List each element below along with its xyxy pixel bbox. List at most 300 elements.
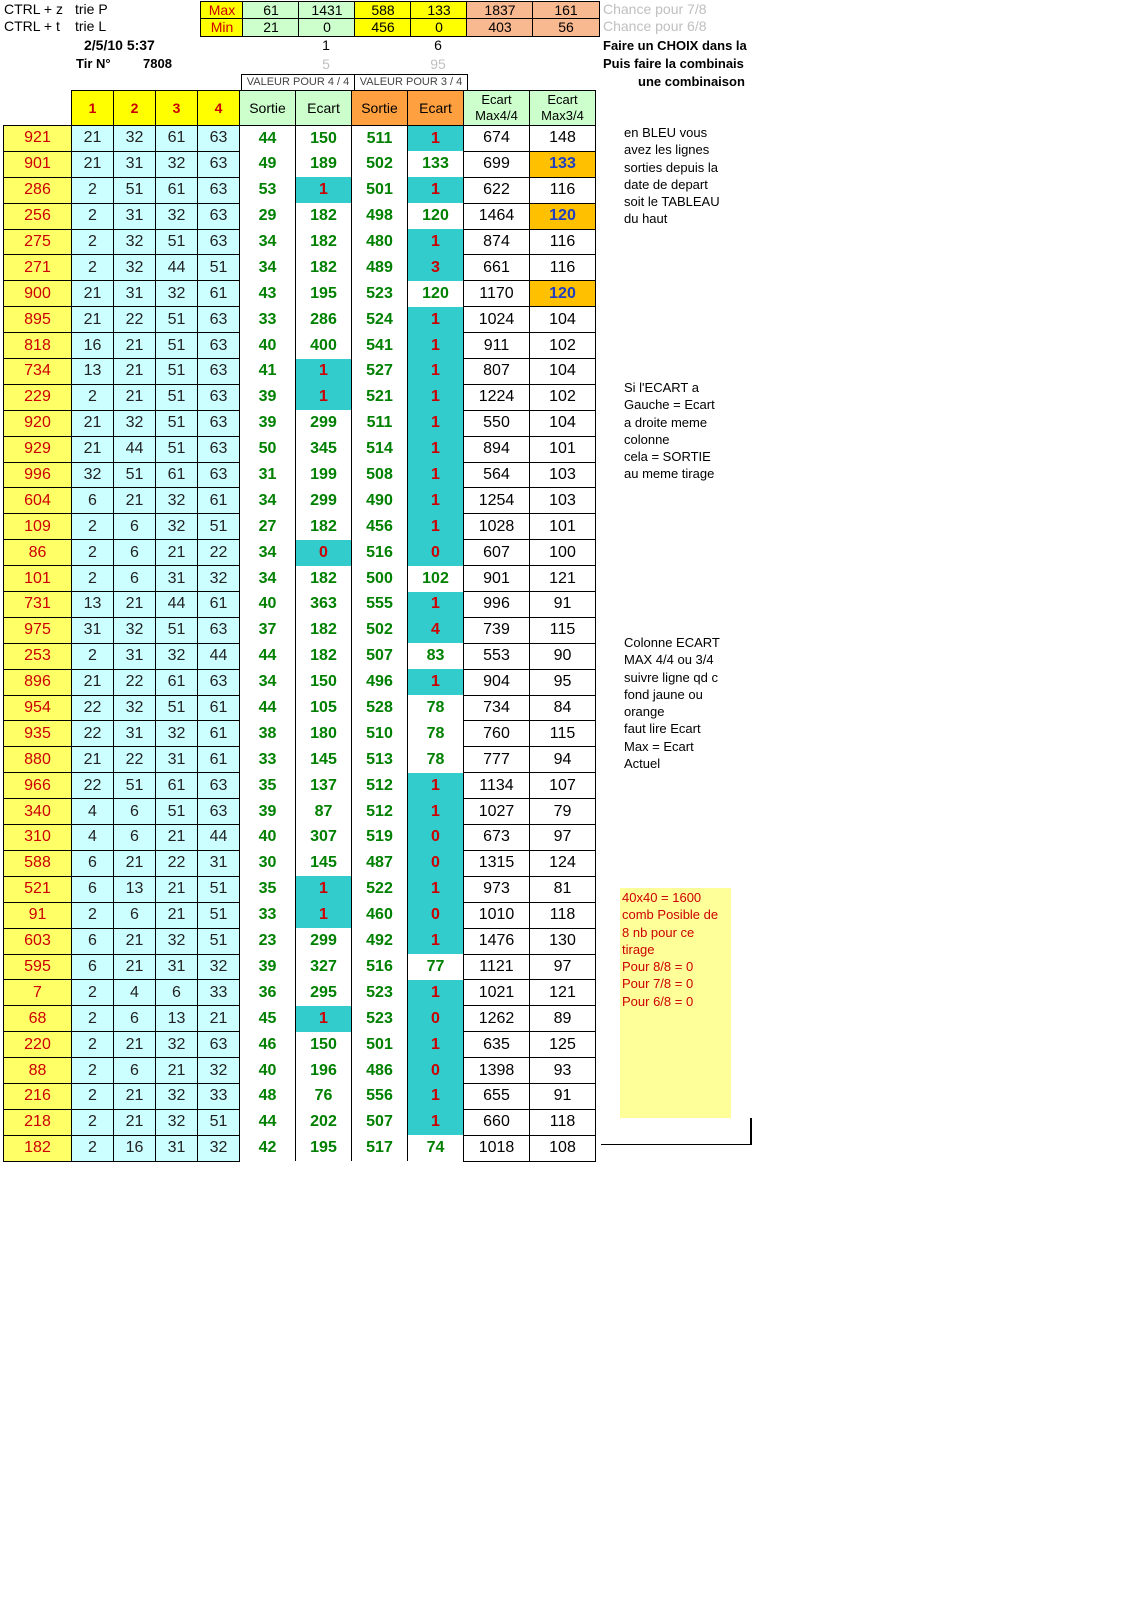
row-ecart-3-4[interactable]: 1	[408, 384, 464, 410]
row-sortie-3-4[interactable]: 514	[352, 436, 408, 462]
row-sortie-3-4[interactable]: 507	[352, 643, 408, 669]
row-ecart-4-4[interactable]: 150	[296, 126, 352, 152]
row-number-3[interactable]: 51	[156, 436, 198, 462]
row-ecart-4-4[interactable]: 202	[296, 1109, 352, 1135]
table-row[interactable]	[4, 876, 596, 902]
row-sortie-3-4[interactable]: 516	[352, 954, 408, 980]
row-ecart-max-4-4[interactable]: 911	[464, 333, 530, 359]
row-number-1[interactable]: 6	[72, 928, 114, 954]
row-ecart-4-4[interactable]: 1	[296, 359, 352, 385]
row-number-2[interactable]: 6	[114, 514, 156, 540]
row-ecart-max-4-4[interactable]: 1170	[464, 281, 530, 307]
row-ecart-max-4-4[interactable]: 807	[464, 359, 530, 385]
row-ecart-4-4[interactable]: 196	[296, 1058, 352, 1084]
row-number-1[interactable]: 2	[72, 1083, 114, 1109]
row-sortie-3-4[interactable]: 496	[352, 669, 408, 695]
row-number-1[interactable]: 32	[72, 462, 114, 488]
row-ecart-4-4[interactable]: 299	[296, 410, 352, 436]
table-row[interactable]	[4, 617, 596, 643]
row-number-4[interactable]: 63	[198, 307, 240, 333]
row-id[interactable]: 895	[4, 307, 72, 333]
row-id[interactable]: 935	[4, 721, 72, 747]
row-ecart-max-3-4[interactable]: 91	[530, 1083, 596, 1109]
row-number-1[interactable]: 2	[72, 177, 114, 203]
table-row[interactable]	[4, 359, 596, 385]
row-sortie-3-4[interactable]: 555	[352, 592, 408, 618]
table-row[interactable]	[4, 1058, 596, 1084]
row-ecart-max-4-4[interactable]: 734	[464, 695, 530, 721]
row-number-2[interactable]: 44	[114, 436, 156, 462]
row-number-4[interactable]: 51	[198, 902, 240, 928]
row-sortie-4-4[interactable]: 39	[240, 410, 296, 436]
row-ecart-max-3-4[interactable]: 91	[530, 592, 596, 618]
row-number-2[interactable]: 13	[114, 876, 156, 902]
row-ecart-max-4-4[interactable]: 622	[464, 177, 530, 203]
row-number-3[interactable]: 51	[156, 799, 198, 825]
row-number-4[interactable]: 63	[198, 462, 240, 488]
row-number-3[interactable]: 51	[156, 333, 198, 359]
table-row[interactable]	[4, 1032, 596, 1058]
row-number-3[interactable]: 51	[156, 695, 198, 721]
row-number-2[interactable]: 21	[114, 954, 156, 980]
row-number-1[interactable]: 6	[72, 488, 114, 514]
row-ecart-max-3-4[interactable]: 116	[530, 255, 596, 281]
row-ecart-3-4[interactable]: 1	[408, 410, 464, 436]
row-ecart-max-3-4[interactable]: 102	[530, 384, 596, 410]
row-sortie-3-4[interactable]: 501	[352, 1032, 408, 1058]
row-sortie-4-4[interactable]: 39	[240, 384, 296, 410]
table-row[interactable]	[4, 384, 596, 410]
row-number-1[interactable]: 2	[72, 255, 114, 281]
row-number-4[interactable]: 63	[198, 177, 240, 203]
row-sortie-3-4[interactable]: 507	[352, 1109, 408, 1135]
row-sortie-4-4[interactable]: 44	[240, 1109, 296, 1135]
row-number-1[interactable]: 2	[72, 980, 114, 1006]
row-sortie-4-4[interactable]: 50	[240, 436, 296, 462]
table-row[interactable]	[4, 410, 596, 436]
row-number-3[interactable]: 31	[156, 954, 198, 980]
row-ecart-max-3-4[interactable]: 120	[530, 203, 596, 229]
row-id[interactable]: 271	[4, 255, 72, 281]
row-id[interactable]: 929	[4, 436, 72, 462]
row-ecart-max-3-4[interactable]: 118	[530, 902, 596, 928]
row-sortie-4-4[interactable]: 35	[240, 773, 296, 799]
row-number-3[interactable]: 44	[156, 592, 198, 618]
row-number-1[interactable]: 4	[72, 799, 114, 825]
header-sortie-4-4[interactable]: Sortie	[240, 91, 296, 126]
row-ecart-max-4-4[interactable]: 1398	[464, 1058, 530, 1084]
row-ecart-max-3-4[interactable]: 94	[530, 747, 596, 773]
row-ecart-4-4[interactable]: 182	[296, 566, 352, 592]
row-ecart-max-4-4[interactable]: 564	[464, 462, 530, 488]
table-row[interactable]	[4, 151, 596, 177]
row-id[interactable]: 588	[4, 850, 72, 876]
row-id[interactable]: 880	[4, 747, 72, 773]
row-number-2[interactable]: 21	[114, 592, 156, 618]
row-number-3[interactable]: 21	[156, 876, 198, 902]
row-sortie-3-4[interactable]: 523	[352, 1006, 408, 1032]
row-number-1[interactable]: 21	[72, 747, 114, 773]
row-ecart-3-4[interactable]: 133	[408, 151, 464, 177]
row-sortie-3-4[interactable]: 490	[352, 488, 408, 514]
row-number-1[interactable]: 22	[72, 773, 114, 799]
row-ecart-3-4[interactable]: 0	[408, 902, 464, 928]
row-ecart-max-3-4[interactable]: 89	[530, 1006, 596, 1032]
row-ecart-max-4-4[interactable]: 607	[464, 540, 530, 566]
row-number-4[interactable]: 63	[198, 126, 240, 152]
table-row[interactable]	[4, 1135, 596, 1161]
table-row[interactable]	[4, 902, 596, 928]
row-number-2[interactable]: 6	[114, 1006, 156, 1032]
row-ecart-3-4[interactable]: 102	[408, 566, 464, 592]
row-number-4[interactable]: 51	[198, 876, 240, 902]
row-ecart-3-4[interactable]: 78	[408, 721, 464, 747]
table-row[interactable]	[4, 954, 596, 980]
row-number-4[interactable]: 63	[198, 359, 240, 385]
row-number-4[interactable]: 32	[198, 566, 240, 592]
row-id[interactable]: 253	[4, 643, 72, 669]
table-row[interactable]	[4, 229, 596, 255]
row-sortie-3-4[interactable]: 500	[352, 566, 408, 592]
row-sortie-3-4[interactable]: 523	[352, 281, 408, 307]
row-ecart-4-4[interactable]: 299	[296, 928, 352, 954]
row-number-3[interactable]: 61	[156, 669, 198, 695]
row-sortie-3-4[interactable]: 516	[352, 540, 408, 566]
row-sortie-3-4[interactable]: 511	[352, 410, 408, 436]
row-ecart-3-4[interactable]: 1	[408, 229, 464, 255]
row-ecart-3-4[interactable]: 1	[408, 1032, 464, 1058]
row-sortie-4-4[interactable]: 40	[240, 1058, 296, 1084]
table-row[interactable]	[4, 255, 596, 281]
row-sortie-3-4[interactable]: 513	[352, 747, 408, 773]
row-sortie-4-4[interactable]: 34	[240, 566, 296, 592]
row-ecart-3-4[interactable]: 0	[408, 1006, 464, 1032]
row-sortie-3-4[interactable]: 510	[352, 721, 408, 747]
row-number-2[interactable]: 6	[114, 799, 156, 825]
table-row[interactable]	[4, 462, 596, 488]
row-ecart-max-4-4[interactable]: 760	[464, 721, 530, 747]
row-id[interactable]: 109	[4, 514, 72, 540]
table-row[interactable]	[4, 799, 596, 825]
row-ecart-3-4[interactable]: 1	[408, 876, 464, 902]
row-ecart-max-4-4[interactable]: 874	[464, 229, 530, 255]
row-number-1[interactable]: 13	[72, 359, 114, 385]
row-ecart-3-4[interactable]: 1	[408, 307, 464, 333]
table-row[interactable]	[4, 592, 596, 618]
row-sortie-4-4[interactable]: 31	[240, 462, 296, 488]
row-id[interactable]: 603	[4, 928, 72, 954]
row-number-4[interactable]: 51	[198, 1109, 240, 1135]
header-sortie-3-4[interactable]: Sortie	[352, 91, 408, 126]
row-ecart-4-4[interactable]: 76	[296, 1083, 352, 1109]
row-ecart-max-3-4[interactable]: 95	[530, 669, 596, 695]
header-ecart-4-4[interactable]: Ecart	[296, 91, 352, 126]
row-ecart-3-4[interactable]: 120	[408, 281, 464, 307]
row-number-4[interactable]: 63	[198, 203, 240, 229]
row-ecart-4-4[interactable]: 145	[296, 747, 352, 773]
row-number-4[interactable]: 22	[198, 540, 240, 566]
header-n4[interactable]: 4	[198, 91, 240, 126]
row-number-2[interactable]: 31	[114, 643, 156, 669]
row-id[interactable]: 286	[4, 177, 72, 203]
row-ecart-max-3-4[interactable]: 93	[530, 1058, 596, 1084]
table-row[interactable]	[4, 333, 596, 359]
table-row[interactable]	[4, 643, 596, 669]
row-id[interactable]: 901	[4, 151, 72, 177]
row-number-1[interactable]: 21	[72, 126, 114, 152]
row-sortie-3-4[interactable]: 528	[352, 695, 408, 721]
row-number-3[interactable]: 32	[156, 514, 198, 540]
row-number-3[interactable]: 32	[156, 721, 198, 747]
row-number-3[interactable]: 21	[156, 902, 198, 928]
table-row[interactable]	[4, 669, 596, 695]
row-ecart-max-3-4[interactable]: 97	[530, 825, 596, 851]
row-sortie-3-4[interactable]: 487	[352, 850, 408, 876]
row-sortie-4-4[interactable]: 43	[240, 281, 296, 307]
row-sortie-4-4[interactable]: 44	[240, 126, 296, 152]
row-number-2[interactable]: 31	[114, 281, 156, 307]
table-row[interactable]	[4, 514, 596, 540]
row-number-3[interactable]: 61	[156, 773, 198, 799]
row-number-2[interactable]: 6	[114, 902, 156, 928]
row-number-3[interactable]: 51	[156, 229, 198, 255]
row-ecart-max-4-4[interactable]: 973	[464, 876, 530, 902]
row-ecart-max-3-4[interactable]: 104	[530, 410, 596, 436]
row-ecart-3-4[interactable]: 120	[408, 203, 464, 229]
row-sortie-4-4[interactable]: 33	[240, 307, 296, 333]
row-number-1[interactable]: 16	[72, 333, 114, 359]
row-id[interactable]: 68	[4, 1006, 72, 1032]
row-id[interactable]: 734	[4, 359, 72, 385]
row-ecart-max-4-4[interactable]: 673	[464, 825, 530, 851]
row-sortie-4-4[interactable]: 40	[240, 825, 296, 851]
row-id[interactable]: 101	[4, 566, 72, 592]
row-sortie-3-4[interactable]: 519	[352, 825, 408, 851]
header-ecart-max-3-4[interactable]: Ecart Max3/4	[530, 91, 596, 126]
row-ecart-max-3-4[interactable]: 116	[530, 177, 596, 203]
header-n2[interactable]: 2	[114, 91, 156, 126]
row-number-2[interactable]: 32	[114, 126, 156, 152]
row-id[interactable]: 900	[4, 281, 72, 307]
row-ecart-3-4[interactable]: 1	[408, 773, 464, 799]
row-ecart-max-4-4[interactable]: 1010	[464, 902, 530, 928]
row-ecart-4-4[interactable]: 1	[296, 876, 352, 902]
row-number-2[interactable]: 31	[114, 151, 156, 177]
row-ecart-4-4[interactable]: 327	[296, 954, 352, 980]
row-sortie-4-4[interactable]: 33	[240, 747, 296, 773]
row-number-3[interactable]: 6	[156, 980, 198, 1006]
table-row[interactable]	[4, 307, 596, 333]
row-ecart-4-4[interactable]: 1	[296, 1006, 352, 1032]
row-ecart-max-4-4[interactable]: 901	[464, 566, 530, 592]
row-id[interactable]: 91	[4, 902, 72, 928]
row-number-3[interactable]: 51	[156, 307, 198, 333]
row-sortie-3-4[interactable]: 524	[352, 307, 408, 333]
row-number-2[interactable]: 31	[114, 203, 156, 229]
row-number-2[interactable]: 22	[114, 307, 156, 333]
row-id[interactable]: 975	[4, 617, 72, 643]
row-number-4[interactable]: 51	[198, 514, 240, 540]
row-ecart-max-4-4[interactable]: 1121	[464, 954, 530, 980]
row-ecart-4-4[interactable]: 180	[296, 721, 352, 747]
table-row[interactable]	[4, 980, 596, 1006]
row-ecart-4-4[interactable]: 345	[296, 436, 352, 462]
row-number-2[interactable]: 51	[114, 773, 156, 799]
row-number-3[interactable]: 32	[156, 1083, 198, 1109]
row-sortie-4-4[interactable]: 48	[240, 1083, 296, 1109]
table-row[interactable]	[4, 850, 596, 876]
row-ecart-3-4[interactable]: 1	[408, 1109, 464, 1135]
row-id[interactable]: 7	[4, 980, 72, 1006]
row-ecart-3-4[interactable]: 1	[408, 592, 464, 618]
table-row[interactable]	[4, 928, 596, 954]
row-ecart-3-4[interactable]: 1	[408, 928, 464, 954]
row-ecart-3-4[interactable]: 0	[408, 850, 464, 876]
row-ecart-3-4[interactable]: 77	[408, 954, 464, 980]
row-number-4[interactable]: 44	[198, 825, 240, 851]
row-ecart-max-3-4[interactable]: 108	[530, 1135, 596, 1161]
row-number-3[interactable]: 51	[156, 410, 198, 436]
row-ecart-max-4-4[interactable]: 1224	[464, 384, 530, 410]
row-id[interactable]: 256	[4, 203, 72, 229]
row-sortie-4-4[interactable]: 34	[240, 669, 296, 695]
row-number-3[interactable]: 51	[156, 384, 198, 410]
row-number-2[interactable]: 32	[114, 229, 156, 255]
row-ecart-max-3-4[interactable]: 115	[530, 617, 596, 643]
row-sortie-3-4[interactable]: 556	[352, 1083, 408, 1109]
row-number-3[interactable]: 32	[156, 488, 198, 514]
row-number-3[interactable]: 31	[156, 1135, 198, 1161]
row-ecart-4-4[interactable]: 286	[296, 307, 352, 333]
row-ecart-3-4[interactable]: 1	[408, 1083, 464, 1109]
table-row[interactable]	[4, 436, 596, 462]
row-sortie-4-4[interactable]: 40	[240, 333, 296, 359]
row-id[interactable]: 182	[4, 1135, 72, 1161]
header-ecart-max-4-4[interactable]: Ecart Max4/4	[464, 91, 530, 126]
row-id[interactable]: 310	[4, 825, 72, 851]
row-ecart-4-4[interactable]: 182	[296, 229, 352, 255]
row-number-4[interactable]: 61	[198, 592, 240, 618]
row-number-2[interactable]: 21	[114, 359, 156, 385]
row-number-1[interactable]: 21	[72, 307, 114, 333]
row-number-4[interactable]: 63	[198, 384, 240, 410]
row-sortie-3-4[interactable]: 456	[352, 514, 408, 540]
row-id[interactable]: 218	[4, 1109, 72, 1135]
row-number-3[interactable]: 32	[156, 928, 198, 954]
row-sortie-3-4[interactable]: 502	[352, 617, 408, 643]
row-number-2[interactable]: 21	[114, 928, 156, 954]
row-number-2[interactable]: 32	[114, 410, 156, 436]
row-ecart-4-4[interactable]: 299	[296, 488, 352, 514]
row-ecart-4-4[interactable]: 363	[296, 592, 352, 618]
row-number-2[interactable]: 21	[114, 1032, 156, 1058]
row-number-2[interactable]: 21	[114, 488, 156, 514]
row-number-3[interactable]: 21	[156, 540, 198, 566]
row-ecart-max-4-4[interactable]: 1028	[464, 514, 530, 540]
row-number-3[interactable]: 32	[156, 151, 198, 177]
row-ecart-4-4[interactable]: 182	[296, 203, 352, 229]
row-id[interactable]: 966	[4, 773, 72, 799]
row-ecart-4-4[interactable]: 1	[296, 384, 352, 410]
row-sortie-3-4[interactable]: 527	[352, 359, 408, 385]
row-ecart-4-4[interactable]: 195	[296, 1135, 352, 1161]
row-sortie-3-4[interactable]: 480	[352, 229, 408, 255]
row-number-4[interactable]: 63	[198, 151, 240, 177]
row-ecart-max-4-4[interactable]: 1315	[464, 850, 530, 876]
row-number-1[interactable]: 2	[72, 1058, 114, 1084]
row-number-1[interactable]: 4	[72, 825, 114, 851]
row-id[interactable]: 954	[4, 695, 72, 721]
row-number-2[interactable]: 6	[114, 1058, 156, 1084]
header-n3[interactable]: 3	[156, 91, 198, 126]
row-ecart-3-4[interactable]: 78	[408, 747, 464, 773]
row-number-4[interactable]: 61	[198, 488, 240, 514]
row-number-4[interactable]: 63	[198, 333, 240, 359]
row-ecart-max-4-4[interactable]: 894	[464, 436, 530, 462]
row-ecart-max-3-4[interactable]: 133	[530, 151, 596, 177]
row-sortie-4-4[interactable]: 33	[240, 902, 296, 928]
row-number-1[interactable]: 2	[72, 229, 114, 255]
row-number-4[interactable]: 63	[198, 1032, 240, 1058]
row-number-4[interactable]: 63	[198, 229, 240, 255]
row-sortie-4-4[interactable]: 35	[240, 876, 296, 902]
row-number-4[interactable]: 51	[198, 928, 240, 954]
row-number-2[interactable]: 51	[114, 462, 156, 488]
row-number-1[interactable]: 31	[72, 617, 114, 643]
row-number-4[interactable]: 63	[198, 799, 240, 825]
row-ecart-4-4[interactable]: 150	[296, 1032, 352, 1058]
row-ecart-max-4-4[interactable]: 660	[464, 1109, 530, 1135]
row-ecart-4-4[interactable]: 145	[296, 850, 352, 876]
row-ecart-max-3-4[interactable]: 102	[530, 333, 596, 359]
row-ecart-max-3-4[interactable]: 118	[530, 1109, 596, 1135]
row-ecart-max-4-4[interactable]: 1134	[464, 773, 530, 799]
row-sortie-3-4[interactable]: 521	[352, 384, 408, 410]
row-ecart-max-4-4[interactable]: 661	[464, 255, 530, 281]
table-row[interactable]	[4, 773, 596, 799]
row-sortie-4-4[interactable]: 45	[240, 1006, 296, 1032]
row-number-4[interactable]: 63	[198, 410, 240, 436]
row-number-1[interactable]: 2	[72, 566, 114, 592]
row-number-1[interactable]: 2	[72, 643, 114, 669]
table-row[interactable]	[4, 825, 596, 851]
row-id[interactable]: 595	[4, 954, 72, 980]
row-sortie-3-4[interactable]: 541	[352, 333, 408, 359]
row-sortie-4-4[interactable]: 36	[240, 980, 296, 1006]
row-ecart-3-4[interactable]: 0	[408, 540, 464, 566]
row-id[interactable]: 275	[4, 229, 72, 255]
row-id[interactable]: 220	[4, 1032, 72, 1058]
row-ecart-max-4-4[interactable]: 635	[464, 1032, 530, 1058]
row-sortie-3-4[interactable]: 492	[352, 928, 408, 954]
row-ecart-max-4-4[interactable]: 1027	[464, 799, 530, 825]
row-ecart-max-3-4[interactable]: 124	[530, 850, 596, 876]
row-ecart-max-4-4[interactable]: 674	[464, 126, 530, 152]
row-ecart-3-4[interactable]: 0	[408, 1058, 464, 1084]
row-ecart-max-3-4[interactable]: 107	[530, 773, 596, 799]
row-ecart-3-4[interactable]: 3	[408, 255, 464, 281]
row-number-3[interactable]: 32	[156, 203, 198, 229]
row-number-4[interactable]: 51	[198, 255, 240, 281]
table-row[interactable]	[4, 1083, 596, 1109]
row-ecart-max-4-4[interactable]: 1464	[464, 203, 530, 229]
row-number-3[interactable]: 51	[156, 359, 198, 385]
row-ecart-4-4[interactable]: 1	[296, 177, 352, 203]
row-ecart-3-4[interactable]: 1	[408, 980, 464, 1006]
row-number-1[interactable]: 2	[72, 902, 114, 928]
row-ecart-max-4-4[interactable]: 904	[464, 669, 530, 695]
row-ecart-max-4-4[interactable]: 1254	[464, 488, 530, 514]
